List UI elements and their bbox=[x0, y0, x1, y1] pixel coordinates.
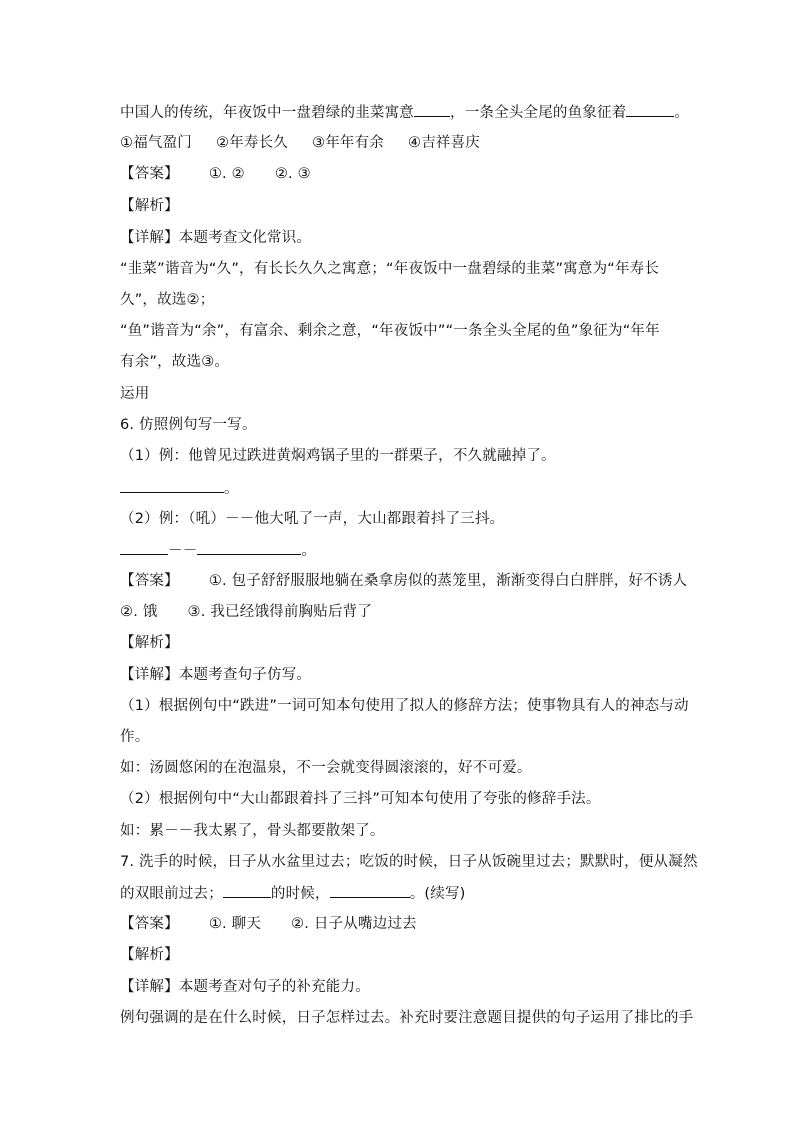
q7-stem: 7. 洗手的时候，日子从水盆里过去；吃饭的时候，日子从饭碗里过去；默默时，便从凝然 bbox=[120, 854, 698, 870]
q7-analysis-label: 【解析】 bbox=[120, 947, 179, 963]
q7-detail-1: 例句强调的是在什么时候，日子怎样过去。补充时要注意题目提供的句子运用了排比的手 bbox=[120, 1010, 694, 1026]
q5-options: ①福气盈门 ②年寿长久 ③年年有余 ④吉祥喜庆 bbox=[120, 135, 480, 151]
q6-sentence-1: （1）例：他曾见过跌进黄焖鸡锅子里的一群栗子，不久就融掉了。 bbox=[120, 448, 556, 464]
q6-detail-1-example: 如：汤圆悠闲的在泡温泉，不一会就变得圆滚滚的，好不可爱。 bbox=[120, 760, 532, 776]
q6-title: 6. 仿照例句写一写。 bbox=[120, 417, 257, 433]
q7-stem-cont: 的双眼前过去； 的时候， 。(续写) bbox=[120, 883, 466, 904]
q6-sentence-2: （2）例：（吼）－－他大吼了一声，大山都跟着抖了三抖。 bbox=[120, 511, 505, 527]
q5-detail: 【详解】本题考查文化常识。 bbox=[120, 230, 312, 246]
answer-blank bbox=[626, 102, 674, 117]
q6-blank-1: 。 bbox=[120, 478, 239, 499]
answer-blank bbox=[120, 540, 168, 555]
q6-analysis-label: 【解析】 bbox=[120, 635, 179, 651]
q6-detail-1: （1）根据例句中“跌进”一词可知本句使用了拟人的修辞方法；使事物具有人的神态与动 bbox=[120, 698, 689, 714]
answer-blank bbox=[330, 883, 410, 898]
q5-analysis-label: 【解析】 bbox=[120, 198, 179, 214]
q6-answer: 【答案】 ①. 包子舒舒服服地躺在桑拿房似的蒸笼里，渐渐变得白白胖胖，好不诱人 bbox=[120, 573, 688, 589]
q5-detail-p1: “韭菜”谐音为“久”，有长长久久之寓意；“年夜饭中一盘碧绿的韭菜”寓意为“年寿长 bbox=[120, 261, 660, 277]
q6-detail-2-example: 如：累－－我太累了，骨头都要散架了。 bbox=[120, 823, 385, 839]
q6-blank-2: －－ 。 bbox=[120, 540, 316, 561]
q6-detail-2: （2）根据例句中“大山都跟着抖了三抖”可知本句使用了夸张的修辞手法。 bbox=[120, 791, 601, 807]
answer-blank bbox=[120, 478, 224, 493]
section-heading: 运用 bbox=[120, 386, 150, 402]
q6-detail-1-cont: 作。 bbox=[120, 729, 150, 745]
q6-detail: 【详解】本题考查句子仿写。 bbox=[120, 667, 312, 683]
q5-detail-p2-cont: 有余”，故选③。 bbox=[120, 354, 230, 370]
q5-stem: 中国人的传统，年夜饭中一盘碧绿的韭菜寓意 ，一条全头全尾的鱼象征着 。 bbox=[120, 102, 689, 123]
q5-detail-p1-cont: 久”，故选②； bbox=[120, 292, 215, 308]
q5-detail-p2: “鱼”谐音为“余”，有富余、剩余之意，“年夜饭中”“一条全头全尾的鱼”象征为“年年 bbox=[120, 323, 660, 339]
q7-detail: 【详解】本题考查对句子的补充能力。 bbox=[120, 979, 370, 995]
answer-blank bbox=[223, 883, 271, 898]
answer-blank bbox=[414, 102, 450, 117]
q5-answer: 【答案】 ①. ② ②. ③ bbox=[120, 166, 311, 182]
q7-answer: 【答案】 ①. 聊天 ②. 日子从嘴边过去 bbox=[120, 916, 417, 932]
answer-blank bbox=[197, 540, 301, 555]
q6-answer-cont: ②. 饿 ③. 我已经饿得前胸贴后背了 bbox=[120, 604, 373, 620]
